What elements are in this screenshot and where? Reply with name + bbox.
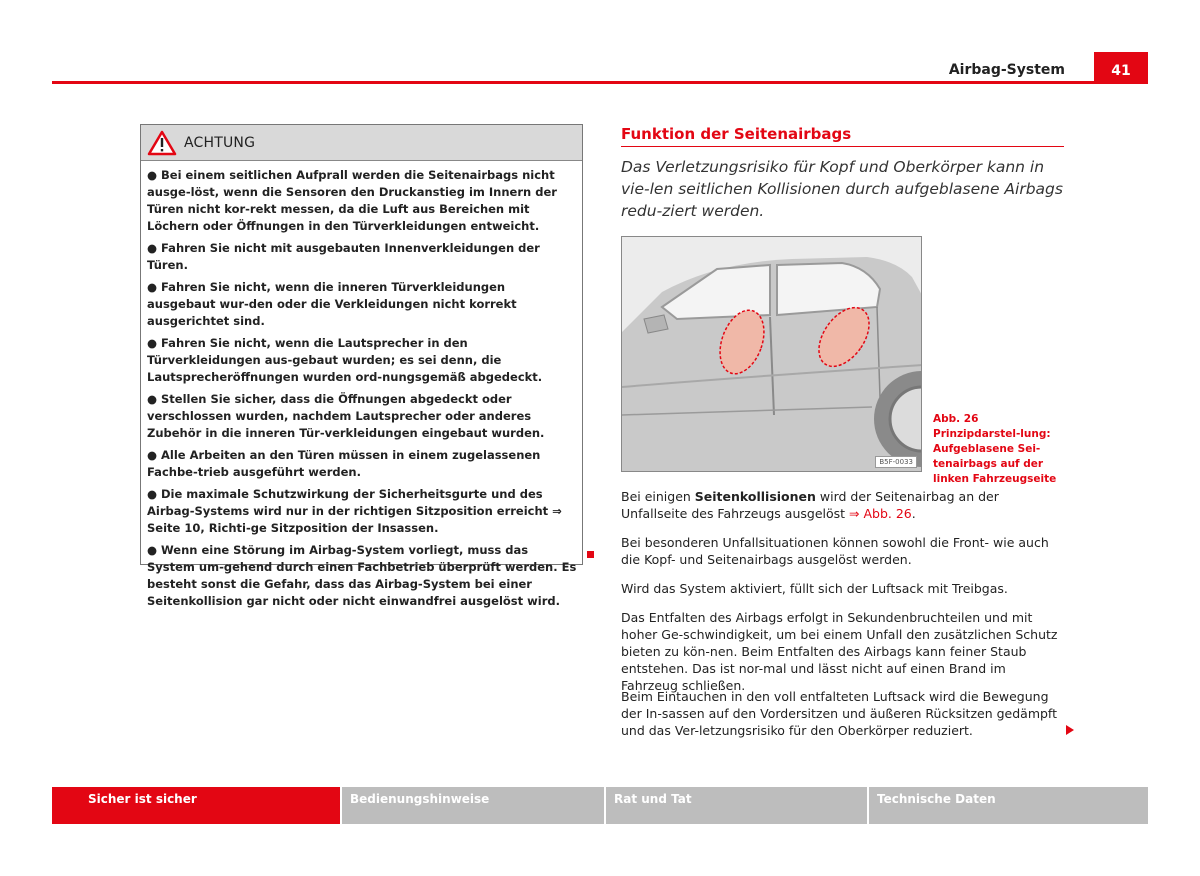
warning-item: ● Alle Arbeiten an den Türen müssen in einem zugelassenen Fachbe-trieb ausgeführt werden.: [147, 448, 541, 479]
car-side-illustration: [622, 237, 922, 472]
tab-bedienungshinweise[interactable]: Bedienungshinweise: [342, 787, 604, 824]
running-header-title: Airbag-System: [948, 62, 1065, 78]
figure-reference-link[interactable]: ⇒ Abb. 26: [849, 506, 912, 521]
figure-code: B5F-0033: [875, 456, 917, 468]
section-title-rule: [621, 146, 1064, 147]
warning-item: ● Wenn eine Störung im Airbag-System vorliegt, muss das System um-gehend durch einen Fachbetrieb überprüft werden. Es besteht sonst die Gefahr, dass das Airbag-System bei einer Seitenkollision gar nicht oder nicht einwandfrei ausgelöst wird.: [147, 543, 577, 608]
section-end-marker: [587, 551, 594, 558]
warning-item: ● Fahren Sie nicht mit ausgebauten Innenverkleidungen der Türen.: [147, 241, 540, 272]
warning-item: ● Fahren Sie nicht, wenn die inneren Türverkleidungen ausgebaut wur-den oder die Verkleidungen nicht korrekt ausgerichtet sind.: [147, 280, 517, 328]
paragraph-5: Beim Eintauchen in den voll entfalteten Luftsack wird die Bewegung der In-sassen auf den Vordersitzen und äußeren Rücksitzen gedämpft und das Ver-letzungsrisiko für den Oberkörper reduziert.: [621, 689, 1058, 738]
paragraph-3: Wird das System aktiviert, füllt sich der Luftsack mit Treibgas.: [621, 581, 1008, 596]
continue-arrow-icon: [1066, 725, 1074, 735]
page-number: 41: [1094, 52, 1148, 84]
warning-triangle-icon: [147, 130, 177, 156]
warning-list: [147, 167, 577, 615]
paragraph-4: Das Entfalten des Airbags erfolgt in Sekundenbruchteilen und mit hoher Ge-schwindigkeit, um bei einem Unfall den zusätzlichen Schutz bieten zu kön-nen. Beim Entfalten des Airbags kann feiner Staub entstehen. Das ist nor-mal und lässt nicht auf einen Brand im Fahrzeug schließen.: [621, 610, 1058, 693]
figure-side-airbags: [621, 236, 922, 472]
tab-rat-und-tat[interactable]: Rat und Tat: [606, 787, 867, 824]
section-intro: Das Verletzungsrisiko für Kopf und Oberkörper kann in vie-len seitlichen Kollisionen durch aufgeblasene Airbags redu-ziert werden.: [621, 158, 1063, 220]
tab-technische-daten[interactable]: Technische Daten: [869, 787, 1148, 824]
warning-box: [140, 124, 583, 608]
warning-header: [141, 125, 582, 161]
warning-item: ● Fahren Sie nicht, wenn die Lautsprecher in den Türverkleidungen aus-gebaut wurden; es sei denn, die Lautsprecheröffnungen wurden ord-nungsgemäß abgedeckt.: [147, 336, 543, 384]
section-title: Funktion der Seitenairbags: [621, 125, 852, 143]
warning-item: ● Bei einem seitlichen Aufprall werden die Seitenairbags nicht ausge-löst, wenn die Sensoren den Druckanstieg im Innern der Türen nicht kor-rekt messen, da die Luft aus Bereichen mit Löchern oder Öffnungen in den Türverkleidungen entweicht.: [147, 168, 557, 233]
warning-item: ● Stellen Sie sicher, dass die Öffnungen abgedeckt oder verschlossen wurden, nachdem Lautsprecher oder anderes Zubehör in die inneren Tür-verkleidungen eingebaut wurden.: [147, 392, 545, 440]
paragraph-2: Bei besonderen Unfallsituationen können sowohl die Front- wie auch die Kopf- und Seitenairbags ausgelöst werden.: [621, 535, 1049, 567]
warning-title: ACHTUNG: [184, 135, 256, 151]
header-rule: [52, 81, 1148, 84]
warning-item: ● Die maximale Schutzwirkung der Sicherheitsgurte und des Airbag-Systems wird nur in der richtigen Sitzposition erreicht ⇒ Seite 10, Richti-ge Sitzposition der Insassen.: [147, 487, 562, 535]
paragraph-1: Bei einigen Seitenkollisionen wird der Seitenairbag an der Unfallseite des Fahrzeugs ausgelöst ⇒ Abb. 26.: [621, 489, 999, 521]
figure-caption: Abb. 26 Prinzipdarstel-lung: Aufgeblasene Sei-tenairbags auf der linken Fahrzeugseite: [933, 413, 1057, 485]
tab-sicher-ist-sicher[interactable]: Sicher ist sicher: [52, 787, 340, 824]
